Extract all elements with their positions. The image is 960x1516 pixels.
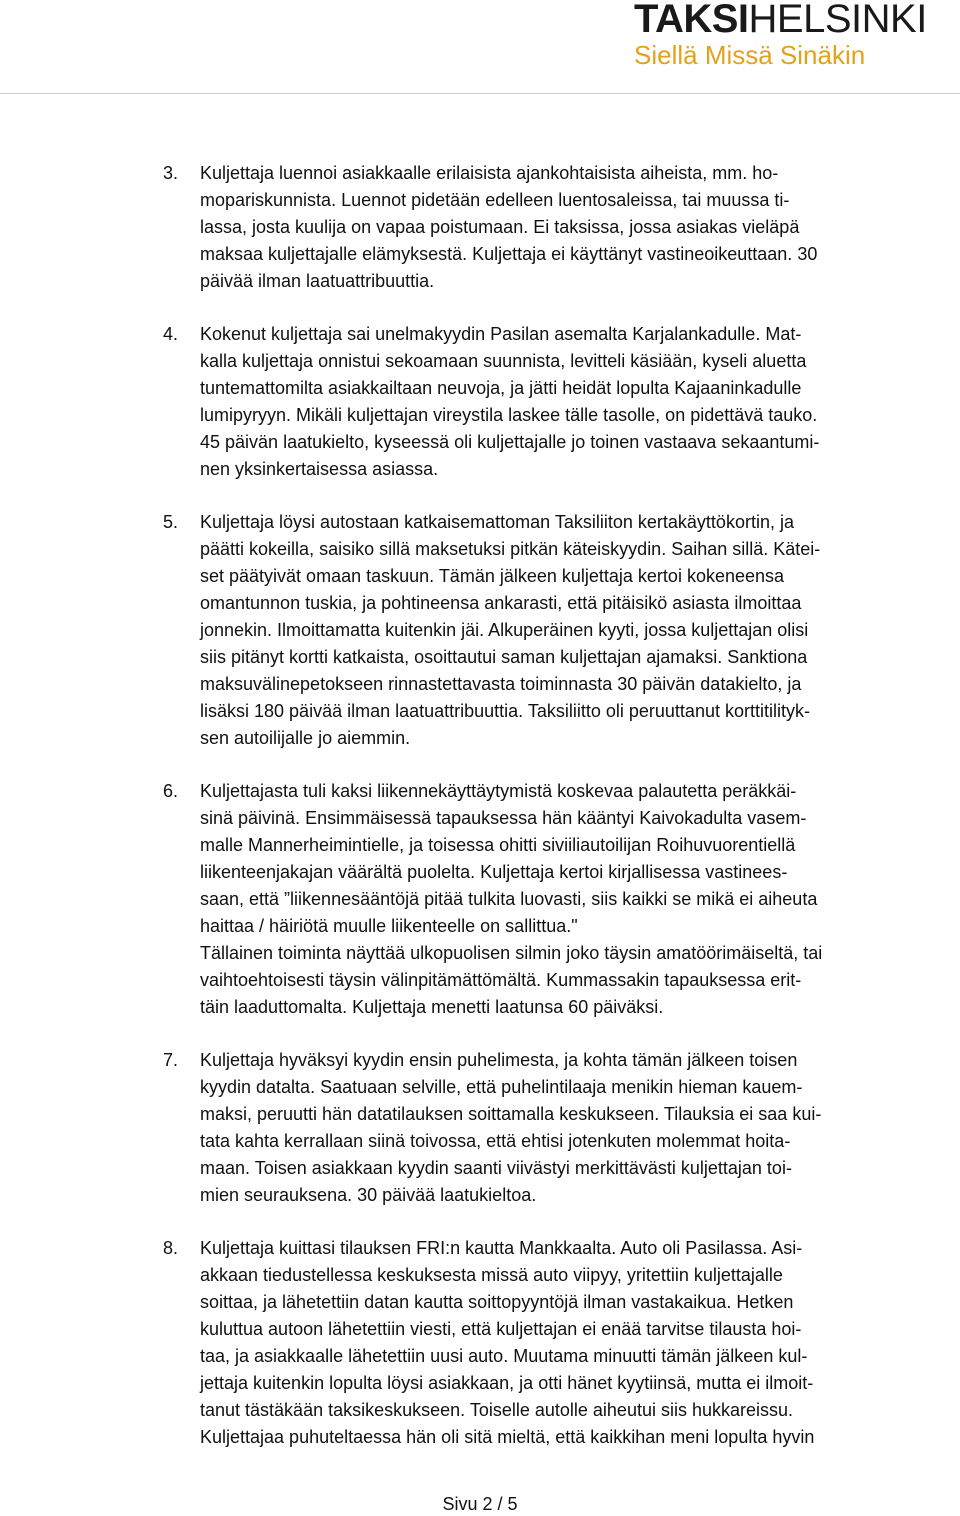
list-item xyxy=(163,321,953,483)
item-text: Kokenut kuljettaja sai unelmakyydin Pasilan asemalta Karjalankadulle. Mat- kalla kuljettaja onnistui sekoamaan suunnista, levitteli käsiään, kyseli aluetta tuntemattomilta asiakkailtaan neuvoja, ja jätti heidät lopulta Kajaaninkadulle lumipyryyn. Mikäli kuljettajan vireystila laskee tälle tasolle, on pidettävä tauko. 45 päivän laatukielto, kyseessä oli kuljettajalle jo toinen vastaava sekaantumi- nen yksinkertaisessa asiassa. xyxy=(200,324,820,479)
page-number: Sivu 2 / 5 xyxy=(442,1494,518,1514)
item-text: Kuljettaja hyväksyi kyydin ensin puhelimesta, ja kohta tämän jälkeen toisen kyydin datalta. Saatuaan selville, että puhelintilaaja menikin hieman kauem- maksi, peruutti hän datatilauksen soittamalla keskukseen. Tilauksia ei saa kui- tata kahta kerrallaan siinä toivossa, että ehtisi jotenkuten molemmat hoita- maan. Toisen asiakkaan kyydin saanti viivästyi merkittävästi kuljettajan toi- mien seurauksena. 30 päivää laatukieltoa. xyxy=(200,1050,822,1205)
item-number: 4. xyxy=(163,324,179,344)
logo-wordmark xyxy=(634,0,927,41)
logo-tagline: Siellä Missä Sinäkin xyxy=(634,40,866,70)
item-number: 5. xyxy=(163,512,179,532)
item-number: 8. xyxy=(163,1238,179,1258)
item-number: 6. xyxy=(163,781,179,801)
header-divider xyxy=(0,93,960,94)
item-text: Kuljettaja luennoi asiakkaalle erilaisista ajankohtaisista aiheista, mm. ho- mopariskunnista. Luennot pidetään edelleen luentosaleissa, tai muussa ti- lassa, josta kuulija on vapaa poistumaan. Ei taksissa, jossa asiakas vieläpä maksaa kuljettajalle elämyksestä. Kuljettaja ei käyttänyt vastineoikeuttaan. 30 päivää ilman laatuattribuuttia. xyxy=(200,163,818,291)
list-item xyxy=(163,1235,953,1451)
company-logo xyxy=(634,0,927,70)
logo-word-helsinki: HELSINKI xyxy=(748,0,927,41)
item-text: Kuljettaja löysi autostaan katkaisemattoman Taksiliiton kertakäyttökortin, ja päätti kokeilla, saisiko sillä maksetuksi pitkän käteiskyydin. Saihan sillä. Kätei- set päätyivät omaan taskuun. Tämän jälkeen kuljettaja kertoi kokeneensa omantunnon tuskia, ja pohtineensa ankarasti, että pitäisikö asiasta ilmoittaa jonnekin. Ilmoittamatta kuitenkin jäi. Alkuperäinen kyyti, jossa kuljettajan olisi siis pitänyt kortti katkaista, osoittautui saman kuljettajan ajamaksi. Sanktiona maksuvälinepetokseen rinnastettavasta toiminnasta 30 päivän datakielto, ja lisäksi 180 päivää ilman laatuattribuuttia. Taksiliitto oli peruuttanut korttitilityk- sen autoilijalle jo aiemmin. xyxy=(200,512,821,748)
item-text: Kuljettaja kuittasi tilauksen FRI:n kautta Mankkaalta. Auto oli Pasilassa. Asi- akkaan tiedustellessa keskuksesta missä auto viipyy, yritettiin kuljettajalle soittaa, ja lähetettiin datan kautta soittopyyntöjä ilman vastakaikua. Hetken kuluttua autoon lähetettiin viesti, että kuljettajan ei enää tarvitse tilausta hoi- taa, ja asiakkaalle lähetettiin uusi auto. Muutama minuutti tämän jälkeen kul- jettaja kuitenkin lopulta löysi asiakkaan, ja otti hänet kyytiinsä, mutta ei ilmoit- tanut tästäkään taksikeskukseen. Toiselle autolle aiheutui siis hukkareissu. Kuljettajaa puhuteltaessa hän oli sitä mieltä, että kaikkihan meni lopulta hyvin xyxy=(200,1238,815,1447)
item-number: 7. xyxy=(163,1050,179,1070)
item-text: Kuljettajasta tuli kaksi liikennekäyttäytymistä koskevaa palautetta peräkkäi- sinä päivinä. Ensimmäisessä tapauksessa hän kääntyi Kaivokadulta vasem- malle Mannerheimintielle, ja toisessa ohitti siviiliautoilijan Roihuvuorentiellä liikenteenjakajan väärältä puolelta. Kuljettaja kertoi kirjallisessa vastinees- saan, että ”liikennesääntöjä pitää tulkita luovasti, siis kaikki se mikä ei aiheuta haittaa / häiriötä muulle liikenteelle on sallittua." Tällainen toiminta näyttää ulkopuolisen silmin joko täysin amatöörimäiseltä, tai vaihtoehtoisesti täysin välinpitämättömältä. Kummassakin tapauksessa erit- täin laaduttomalta. Kuljettaja menetti laatunsa 60 päiväksi. xyxy=(200,781,823,1017)
list-item xyxy=(163,509,953,752)
logo-word-taksi: TAKSI xyxy=(634,0,749,41)
document-body xyxy=(163,160,953,1477)
list-item xyxy=(163,160,953,295)
list-item xyxy=(163,778,953,1021)
list-item xyxy=(163,1047,953,1209)
item-number: 3. xyxy=(163,163,179,183)
